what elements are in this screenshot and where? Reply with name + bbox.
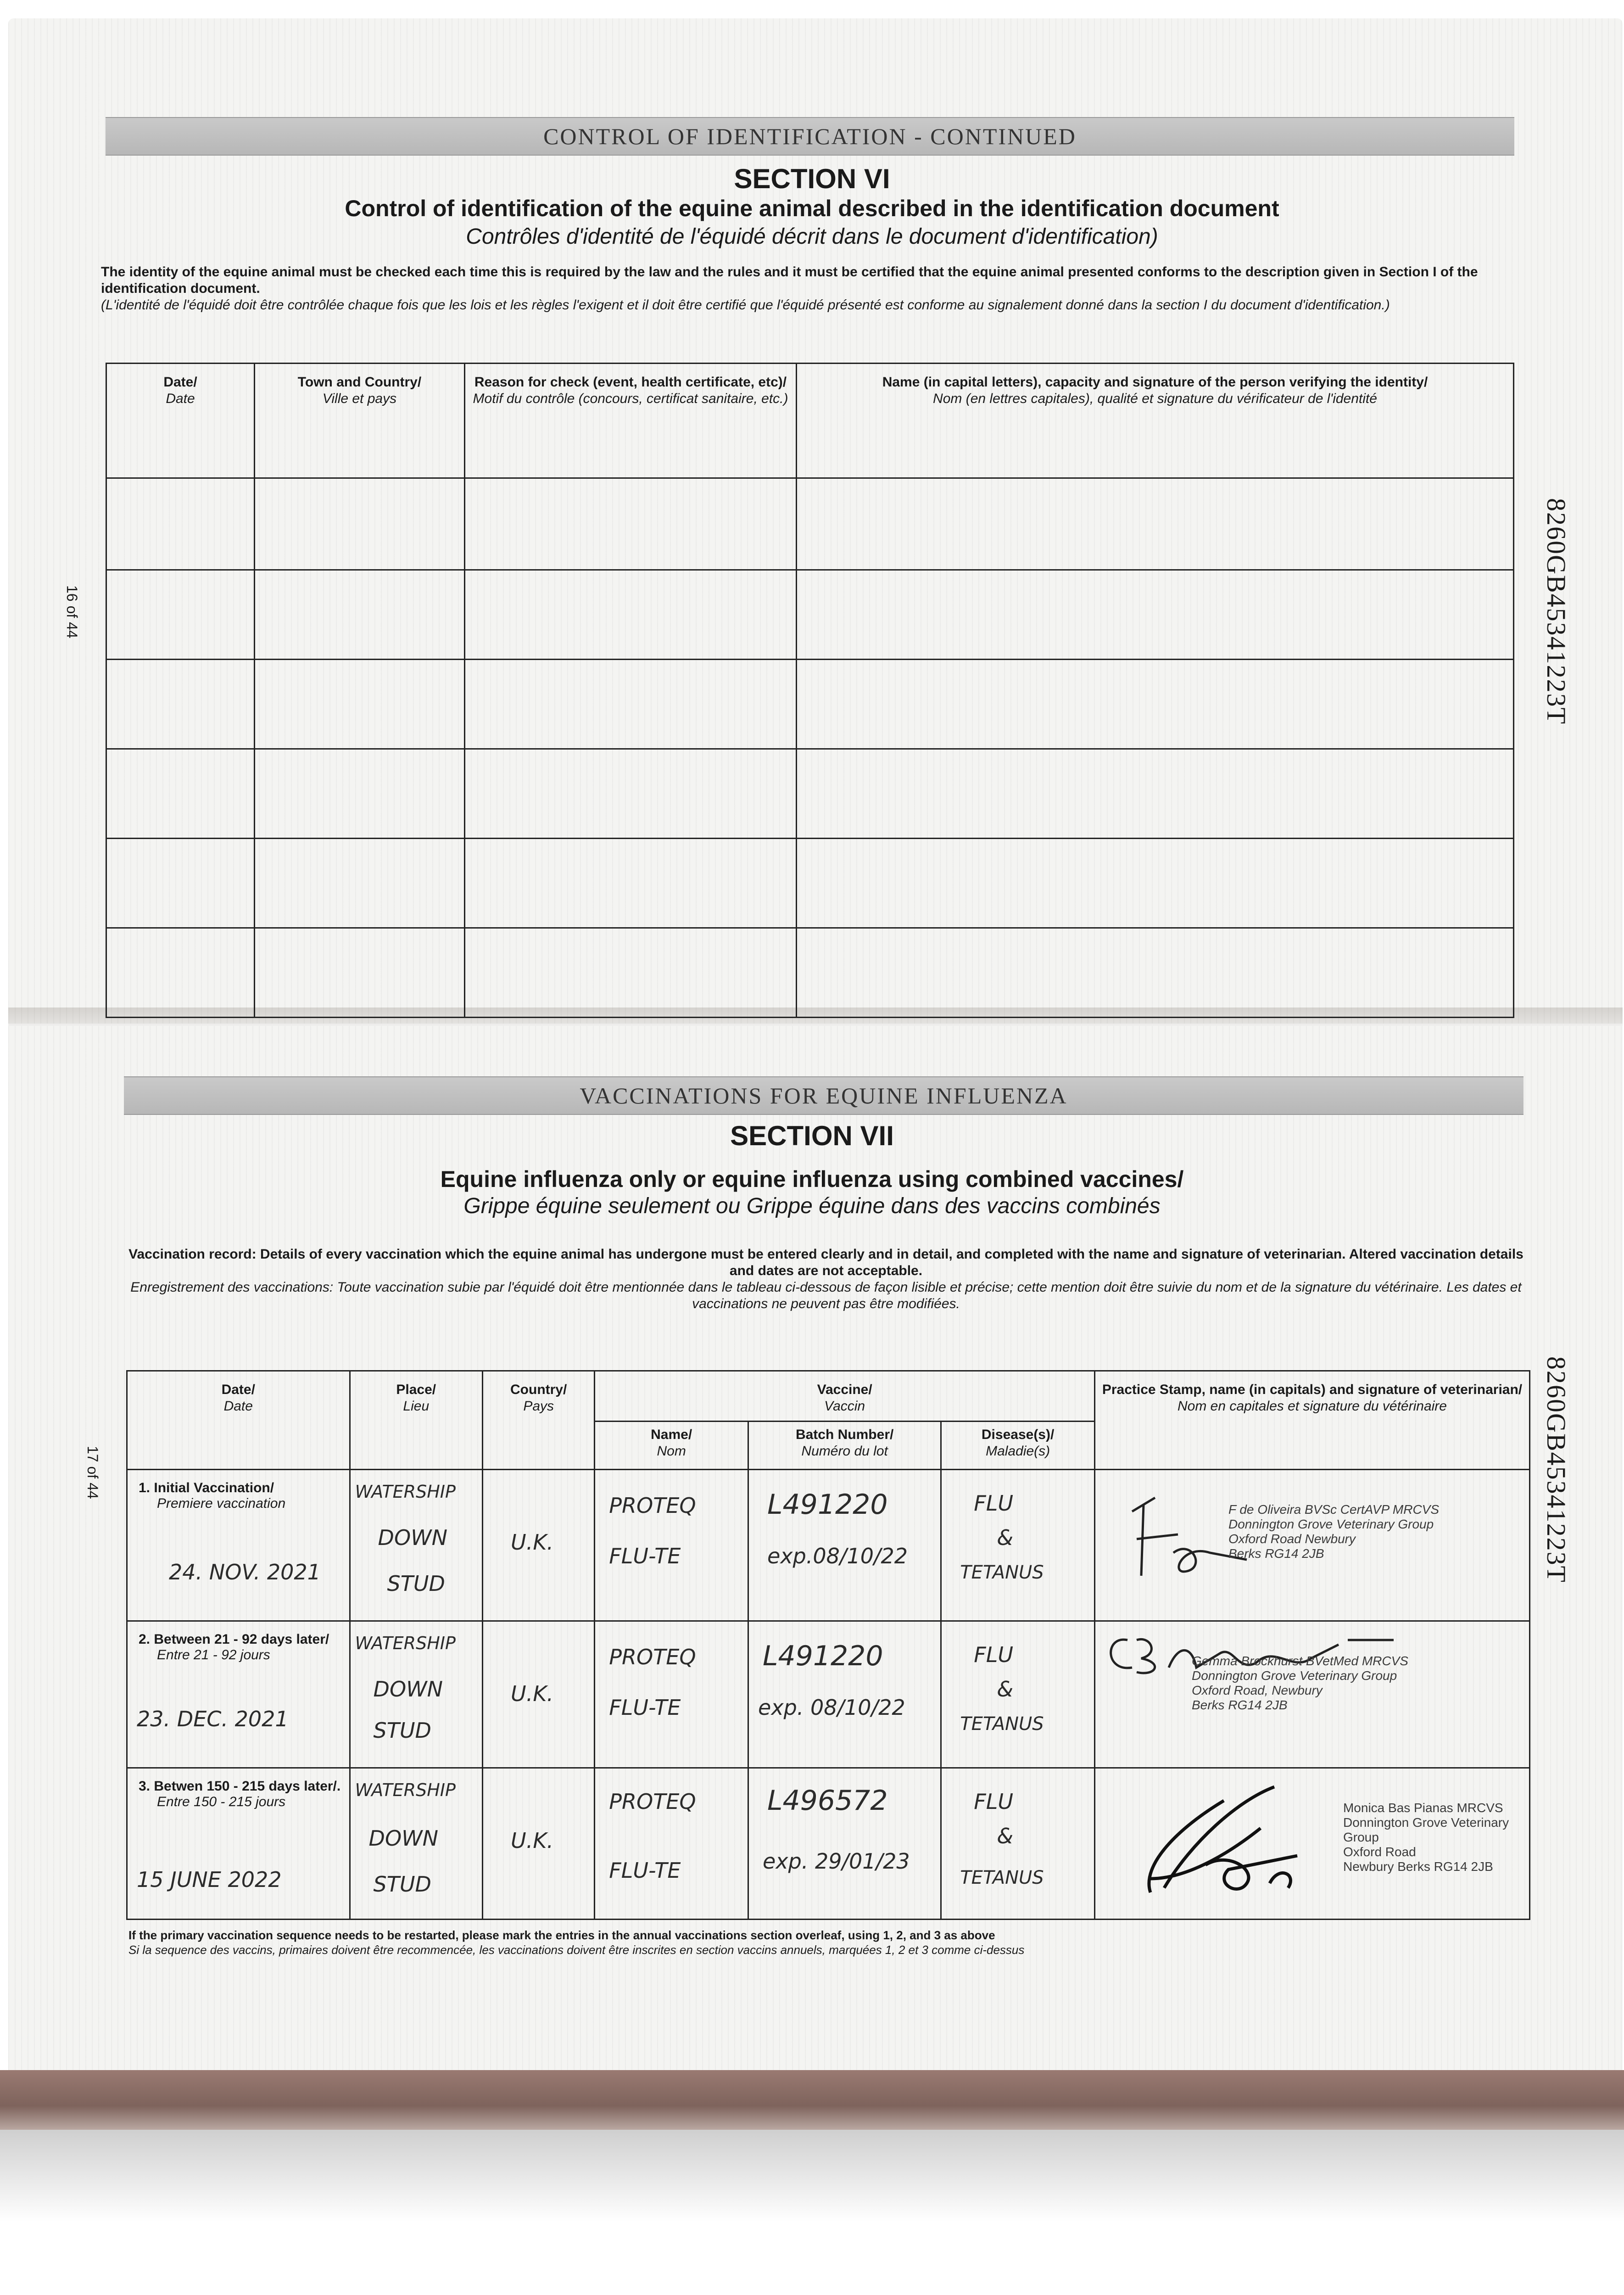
place-cell: WATERSHIP DOWN STUD [350, 1768, 483, 1920]
date-value: 23. DEC. 2021 [137, 1707, 289, 1731]
section-title-fr: Grippe équine seulement ou Grippe équine dans des vaccins combinés [463, 1194, 1161, 1218]
vaccination-table [126, 1370, 1530, 1920]
vet-stamp-1: F de Oliveira BVSc CertAVP MRCVS Donnington Grove Veterinary Group Oxford Road Newbury Berks RG14 2JB [1228, 1502, 1440, 1561]
instructions-fr: (L'identité de l'équidé doit être contrôlée chaque fois que les lois et les règles l'exigent et il doit être certifié que l'équidé présenté est conforme au signalement donné dans la section I du document d'identification.) [101, 297, 1390, 313]
disease-cell: FLU & TETANUS [941, 1621, 1095, 1768]
country-cell: U.K. [483, 1470, 595, 1621]
disease-cell: FLU & TETANUS [941, 1768, 1095, 1920]
place-cell: WATERSHIP DOWN STUD [350, 1470, 483, 1621]
stamp-cell [1094, 1768, 1529, 1920]
vaccine-name-cell: PROTEQ FLU-TE [595, 1621, 748, 1768]
vaccination-instructions [128, 1246, 1524, 1312]
vaccine-name-cell: PROTEQ FLU-TE [595, 1768, 748, 1920]
stamp-cell [1094, 1621, 1529, 1768]
table-row [106, 660, 1514, 749]
instructions [101, 264, 1496, 313]
table-row [106, 749, 1514, 839]
vet-stamp-3: Monica Bas Pianas MRCVS Donnington Grove Veterinary Group Oxford Road Newbury Berks RG14 2JB [1343, 1801, 1509, 1874]
table-row [127, 1470, 1530, 1621]
instructions-en: Vaccination record: Details of every vaccination which the equine animal has undergone must be entered clearly and in detail, and completed with the name and signature of veterinarian. Altered vaccination details and dates are not acceptable. [128, 1247, 1524, 1278]
table-header-row [106, 364, 1514, 478]
col-place: Place/ Lieu [350, 1371, 483, 1470]
country-cell: U.K. [483, 1621, 595, 1768]
place-cell: WATERSHIP DOWN STUD [350, 1621, 483, 1768]
page-number-17: 17 of 44 [84, 1446, 101, 1499]
col-verifier: Name (in capital letters), capacity and signature of the person verifying the identity/ Nom (en lettres capitales), qualité et signature du vérificateur de l'identité [797, 364, 1514, 478]
scan-shadow [0, 2130, 1624, 2222]
footnote-en: If the primary vaccination sequence needs to be restarted, please mark the entries in the annual vaccinations section overleaf, using 1, 2, and 3 as above [128, 1928, 995, 1942]
col-practice-stamp: Practice Stamp, name (in capitals) and signature of veterinarian/ Nom en capitales et signature du vétérinaire [1094, 1371, 1529, 1470]
passport-cover-edge [0, 2070, 1624, 2130]
section-banner-identification [106, 117, 1514, 156]
col-diseases: Disease(s)/ Maladie(s) [941, 1422, 1095, 1470]
row-label-cell: 3. Betwen 150 - 215 days later/. Entre 150 - 215 jours 15 JUNE 2022 [127, 1768, 350, 1920]
vaccine-name-cell: PROTEQ FLU-TE [595, 1470, 748, 1621]
identification-check-table [106, 363, 1514, 1018]
date-value: 15 JUNE 2022 [137, 1867, 282, 1892]
footnote [128, 1928, 1024, 1957]
col-reason: Reason for check (event, health certificate, etc)/ Motif du contrôle (concours, certificat sanitaire, etc.) [465, 364, 797, 478]
date-value: 24. NOV. 2021 [169, 1560, 321, 1584]
instructions-en: The identity of the equine animal must be checked each time this is required by the law and the rules and it must be certified that the equine animal presented conforms to the description given in Section I of the identification document. [101, 264, 1478, 296]
table-row [106, 570, 1514, 660]
table-row [106, 928, 1514, 1018]
batch-cell: L496572 exp. 29/01/23 [748, 1768, 941, 1920]
passport-id-bottom: 8260GB45341223T [1541, 1356, 1571, 1583]
table-row [106, 839, 1514, 928]
instructions-fr: Enregistrement des vaccinations: Toute vaccination subie par l'équidé doit être mentionnée dans le tableau ci-dessous de façon lisible et précise; cette mention doit être suivie du nom et de la signature du vétérinaire. Les dates et vaccinations ne peuvent pas être modifiées. [130, 1280, 1522, 1311]
vet-signature-3 [1123, 1773, 1316, 1911]
country-cell: U.K. [483, 1768, 595, 1920]
col-batch-number: Batch Number/ Numéro du lot [748, 1422, 941, 1470]
col-vaccine-name: Name/ Nom [595, 1422, 748, 1470]
table-row [127, 1768, 1530, 1920]
section-title-fr: Contrôles d'identité de l'équidé décrit dans le document d'identification) [466, 224, 1158, 249]
batch-cell: L491220 exp.08/10/22 [748, 1470, 941, 1621]
banner-text: VACCINATIONS FOR EQUINE INFLUENZA [580, 1083, 1068, 1108]
col-town-country: Town and Country/ Ville et pays [255, 364, 465, 478]
col-date: Date/ Date [106, 364, 255, 478]
disease-cell: FLU & TETANUS [941, 1470, 1095, 1621]
section-title-en: Control of identification of the equine animal described in the identification document [345, 196, 1279, 221]
batch-cell: L491220 exp. 08/10/22 [748, 1621, 941, 1768]
section-banner-vaccinations [124, 1076, 1524, 1115]
col-vaccine: Vaccine/ Vaccin [595, 1371, 1095, 1422]
section-heading: SECTION VI [734, 163, 890, 194]
section-title-en: Equine influenza only or equine influenza using combined vaccines/ [440, 1166, 1184, 1192]
col-country: Country/ Pays [483, 1371, 595, 1470]
table-row [106, 478, 1514, 570]
banner-text: CONTROL OF IDENTIFICATION - CONTINUED [543, 123, 1077, 149]
row-label-cell: 2. Between 21 - 92 days later/ Entre 21 - 92 jours 23. DEC. 2021 [127, 1621, 350, 1768]
section-heading: SECTION VII [730, 1120, 894, 1151]
table-header-row [127, 1371, 1530, 1422]
col-date: Date/ Date [127, 1371, 350, 1470]
table-row [127, 1621, 1530, 1768]
page-number-16: 16 of 44 [64, 585, 80, 638]
passport-id-top: 8260GB45341223T [1541, 498, 1571, 725]
footnote-fr: Si la sequence des vaccins, primaires doivent être recommencée, les vaccinations doivent être inscrites en section vaccins annuels, marquées 1, 2 et 3 comme ci-dessus [128, 1943, 1025, 1957]
stamp-cell [1094, 1470, 1529, 1621]
row-label-cell: 1. Initial Vaccination/ Premiere vaccination 24. NOV. 2021 [127, 1470, 350, 1621]
vet-stamp-2: Gemma Brockhurst BVetMed MRCVS Donnington Grove Veterinary Group Oxford Road, Newbury Berks RG14 2JB [1191, 1654, 1408, 1712]
